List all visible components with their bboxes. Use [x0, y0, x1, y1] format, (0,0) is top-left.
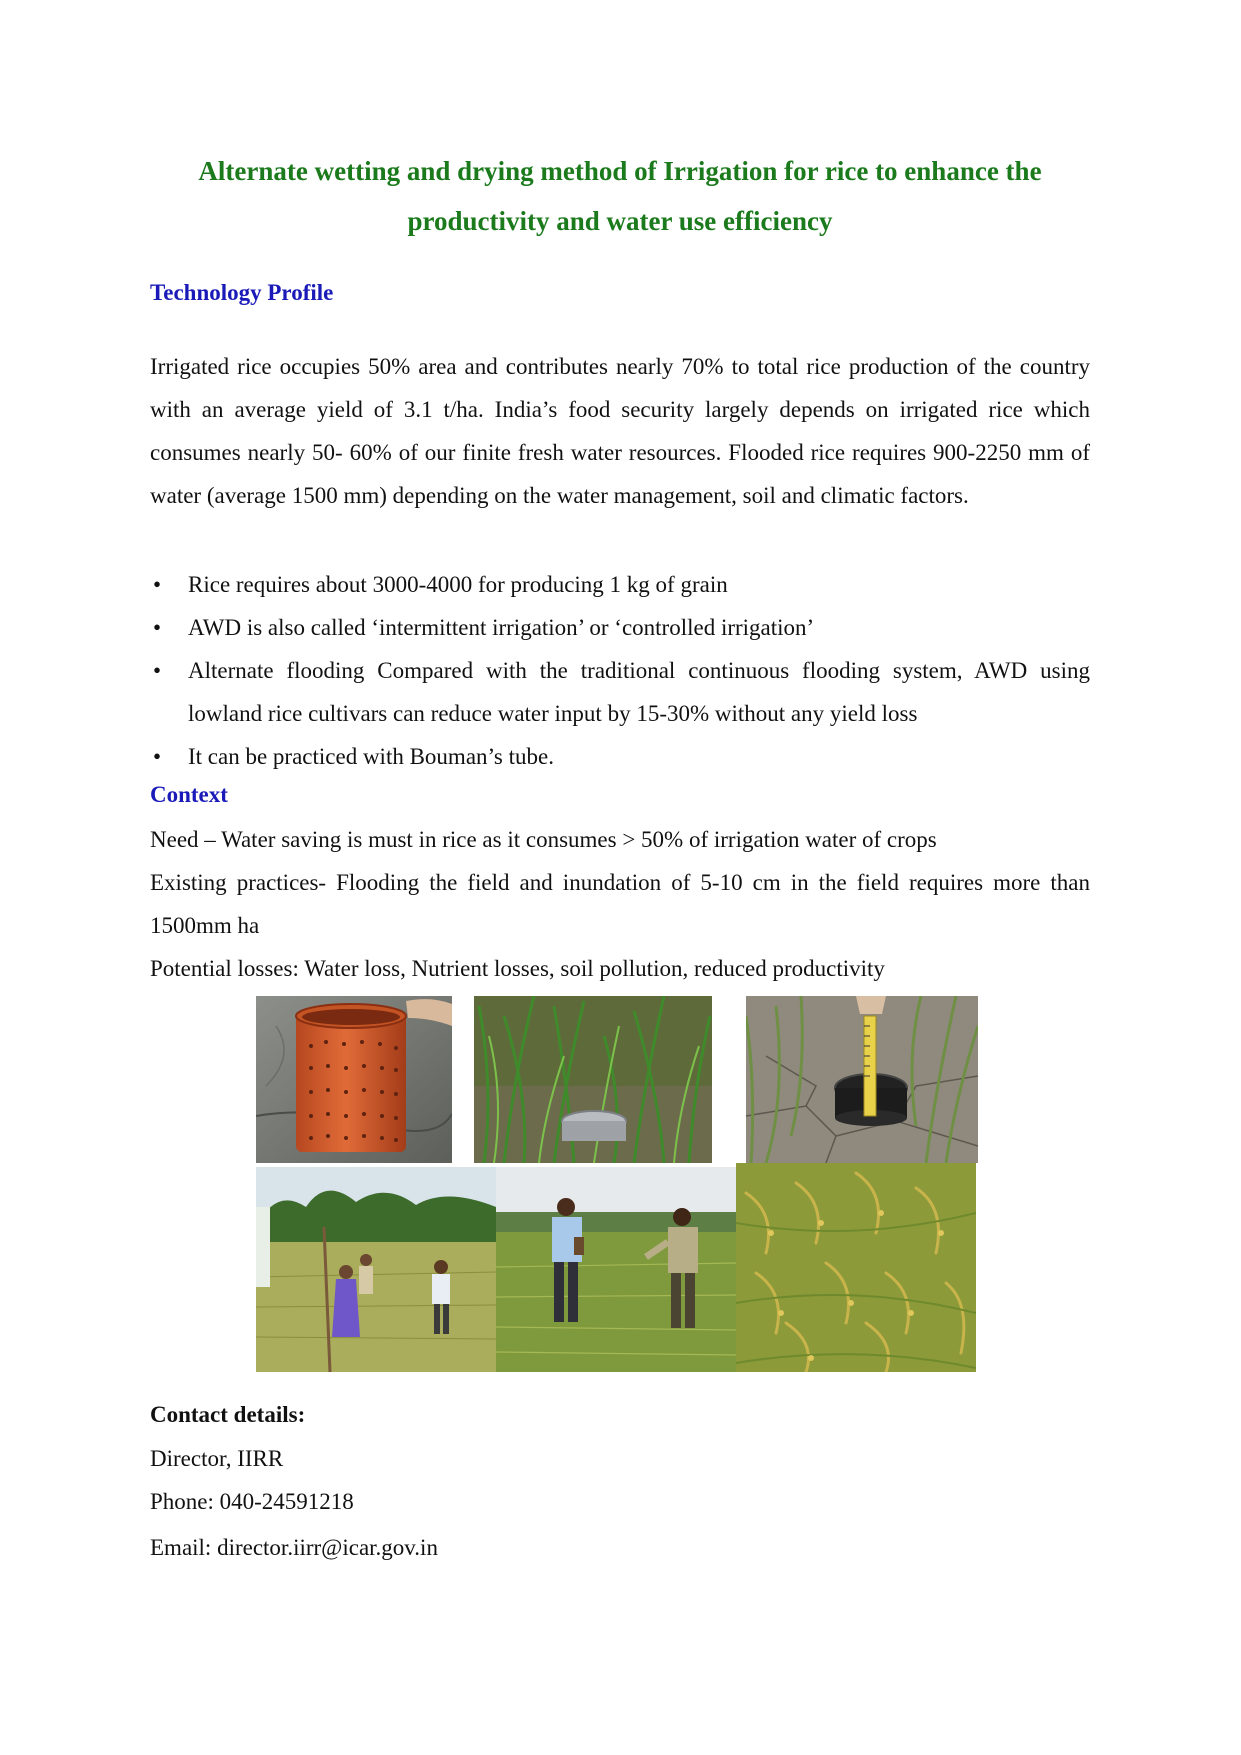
bullet-icon: •: [153, 572, 162, 597]
list-item: • Rice requires about 3000-4000 for producing 1 kg of grain: [150, 563, 1090, 606]
context-potential-losses: Potential losses: Water loss, Nutrient losses, soil pollution, reduced productivity: [150, 956, 885, 981]
context-need: Need – Water saving is must in rice as it consumes > 50% of irrigation water of crops: [150, 827, 937, 852]
list-item: • It can be practiced with Bouman’s tube.: [150, 735, 1090, 778]
technology-profile-heading: Technology Profile: [150, 280, 334, 305]
photo-rice-plants-tube: [474, 996, 712, 1163]
photo-tube-with-scale: [746, 996, 978, 1163]
contact-phone: Phone: 040-24591218: [150, 1489, 354, 1514]
contact-email[interactable]: Email: director.iirr@icar.gov.in: [150, 1535, 438, 1560]
context-existing-practices: Existing practices- Flooding the field and inundation of 5-10 cm in the field requires more than 1500mm ha: [150, 870, 1090, 938]
technology-bullets: [150, 563, 1090, 778]
bullet-icon: •: [153, 744, 162, 769]
list-item: • Alternate flooding Compared with the traditional continuous flooding system, AWD using lowland rice cultivars can reduce water input by 15-30% without any yield loss: [150, 649, 1090, 735]
contact-name: Director, IIRR: [150, 1446, 284, 1471]
title-line-2: productivity and water use efficiency: [407, 206, 833, 236]
photo-perforated-tube: [256, 996, 452, 1163]
technology-profile-paragraph: Irrigated rice occupies 50% area and contributes nearly 70% to total rice production of the country with an average yield of 3.1 t/ha. India’s food security largely depends on irrigated rice which consumes nearly 50- 60% of our finite fresh water resources. Flooded rice requires 900-2250 mm of water (average 1500 mm) depending on the water management, soil and climatic factors.: [150, 354, 1090, 508]
title-line-1: Alternate wetting and drying method of Irrigation for rice to enhance the: [198, 156, 1042, 186]
document-title: [150, 146, 1090, 246]
bullet-icon: •: [153, 615, 162, 640]
photo-field-inspection: [496, 1167, 736, 1372]
bullet-icon: •: [153, 658, 162, 683]
context-heading: Context: [150, 782, 228, 807]
photo-rice-panicles: [736, 1163, 976, 1372]
contact-heading: Contact details:: [150, 1402, 306, 1427]
list-item: • AWD is also called ‘intermittent irrigation’ or ‘controlled irrigation’: [150, 606, 1090, 649]
photo-field-visit-group: [256, 1167, 496, 1372]
